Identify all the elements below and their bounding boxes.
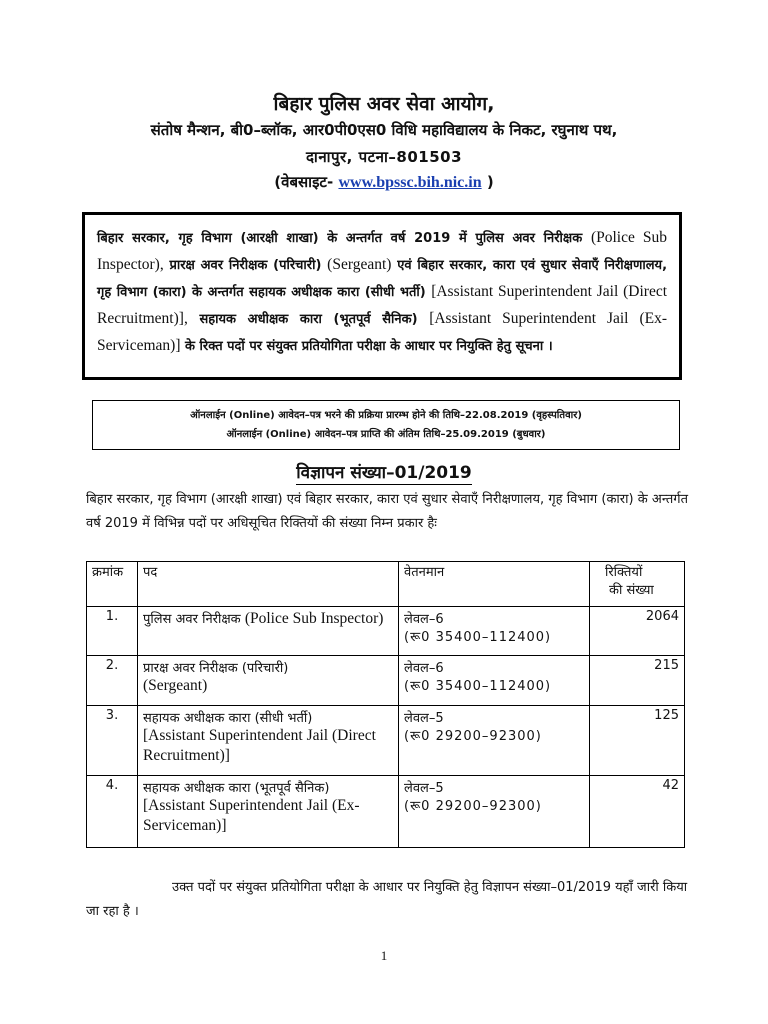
notice-line-2: प्रारक्ष अवर निरीक्षक (परिचारी) [169, 258, 322, 273]
notice-line-1: बिहार सरकार, गृह विभाग (आरक्षी शाखा) के अन्तर्गत वर्ष 2019 में पुलिस अवर निरीक्षक [97, 231, 583, 246]
notice-text [97, 225, 667, 360]
notice-en-4: [Assistant Superintendent Jail (Ex-Serviceman)] [97, 310, 667, 354]
pay-scale: (रू0 29200–92300) [404, 729, 542, 744]
start-date: ऑनलाईन (Online) आवेदन–पत्र भरने की प्रक्रिया प्रारम्भ होने की तिथि–22.08.2019 (वृहस्पतिवार) [190, 410, 582, 421]
notice-line-4b: सहायक [199, 312, 237, 327]
website-link[interactable]: www.bpssc.bih.nic.in [338, 174, 482, 191]
commission-title: बिहार पुलिस अवर सेवा आयोग, [273, 93, 495, 115]
website-label: (वेबसाइट- [274, 173, 334, 191]
post-hindi: सहायक अधीक्षक कारा (सीधी भर्ती) [143, 711, 313, 726]
post-hindi: पुलिस अवर निरीक्षक [143, 612, 241, 627]
notice-line-2b: एवं बिहार सरकार, [397, 258, 488, 273]
notice-line-3: कारा एवं सुधार सेवाएँ निरीक्षणालय, गृह विभाग (कारा) के अन्तर्गत सहायक अधीक्षक कारा [97, 258, 668, 300]
notice-line-5b: के [185, 339, 196, 354]
row-post [138, 656, 399, 706]
table-row [87, 656, 685, 706]
address-line-2: दानापुर, पटना–801503 [305, 148, 463, 166]
row-serial: 3. [87, 706, 138, 776]
header-serial: क्रमांक [87, 562, 138, 607]
pay-level: लेवल–6 [404, 612, 444, 627]
row-count: 42 [590, 776, 685, 848]
closing-text: उक्त पदों पर संयुक्त प्रतियोगिता परीक्षा के आधार पर नियुक्ति हेतु विज्ञापन संख्या–01/2019 यहाँ जारी किया जा रहा है । [86, 880, 688, 919]
dates-box [92, 400, 680, 450]
pay-level: लेवल–5 [404, 781, 444, 796]
row-serial: 1. [87, 607, 138, 656]
intro-paragraph: बिहार सरकार, गृह विभाग (आरक्षी शाखा) एवं बिहार सरकार, कारा एवं सुधार सेवाएँ निरीक्षणालय, गृह विभाग (कारा) के अन्तर्गत वर्ष 2019 में विभिन्न पदों पर अधिसूचित रिक्तियों की संख्या निम्न प्रकार हैः [86, 492, 688, 531]
pay-scale: (रू0 29200–92300) [404, 799, 542, 814]
post-english: [Assistant Superintendent Jail (Direct Recruitment)] [143, 727, 376, 764]
header-vacancy-1: रिक्तियों [605, 565, 643, 580]
table-header-row [87, 562, 685, 607]
header-pay: वेतनमान [399, 562, 590, 607]
pay-scale: (रू0 35400–112400) [404, 679, 552, 694]
row-pay [399, 706, 590, 776]
vacancy-table [86, 561, 685, 848]
notice-line-4: (सीधी भर्ती) [364, 285, 426, 300]
page-number: 1 [380, 948, 388, 963]
website-close: ) [486, 173, 494, 191]
row-pay [399, 656, 590, 706]
table-row [87, 607, 685, 656]
website-line [0, 172, 768, 192]
notice-line-6: रिक्त पदों पर संयुक्त प्रतियोगिता परीक्षा के आधार पर नियुक्ति हेतु सूचना । [199, 339, 553, 354]
row-post [138, 706, 399, 776]
address-line-1: संतोष मैन्शन, बी0–ब्लॉक, आर0पी0एस0 विधि महाविद्यालय के निकट, रघुनाथ पथ, [150, 121, 618, 139]
row-count: 215 [590, 656, 685, 706]
notice-en-1: (Police Sub Inspector), [97, 229, 668, 273]
notice-en-3: [Assistant Superintendent Jail (Direct Recruitment)], [97, 283, 668, 327]
table-row [87, 706, 685, 776]
table-row [87, 776, 685, 848]
notice-line-5: अधीक्षक कारा (भूतपूर्व सैनिक) [247, 312, 418, 327]
end-date: ऑनलाईन (Online) आवेदन–पत्र प्राप्ति की अंतिम तिथि–25.09.2019 (बुधवार) [226, 429, 546, 440]
post-hindi: प्रारक्ष अवर निरीक्षक (परिचारी) [143, 661, 289, 676]
row-pay [399, 607, 590, 656]
row-serial: 2. [87, 656, 138, 706]
pay-level: लेवल–5 [404, 711, 444, 726]
row-count: 125 [590, 706, 685, 776]
advertisement-title: विज्ञापन संख्या–01/2019 [296, 463, 472, 483]
row-count: 2064 [590, 607, 685, 656]
closing-paragraph [86, 876, 688, 924]
row-pay [399, 776, 590, 848]
row-post [138, 776, 399, 848]
advertisement-number [0, 460, 768, 483]
header-vacancy [590, 562, 685, 607]
pay-level: लेवल–6 [404, 661, 444, 676]
pay-scale: (रू0 35400–112400) [404, 630, 552, 645]
row-post [138, 607, 399, 656]
post-english: (Police Sub Inspector) [244, 610, 384, 627]
post-english: (Sergeant) [143, 677, 208, 694]
row-serial: 4. [87, 776, 138, 848]
notice-en-2: (Sergeant) [327, 256, 392, 273]
header-post: पद [138, 562, 399, 607]
post-hindi: सहायक अधीक्षक कारा (भूतपूर्व सैनिक) [143, 781, 330, 796]
post-english: [Assistant Superintendent Jail (Ex-Serviceman)] [143, 797, 360, 834]
header-vacancy-2: की संख्या [609, 583, 654, 598]
notice-box [82, 212, 682, 380]
